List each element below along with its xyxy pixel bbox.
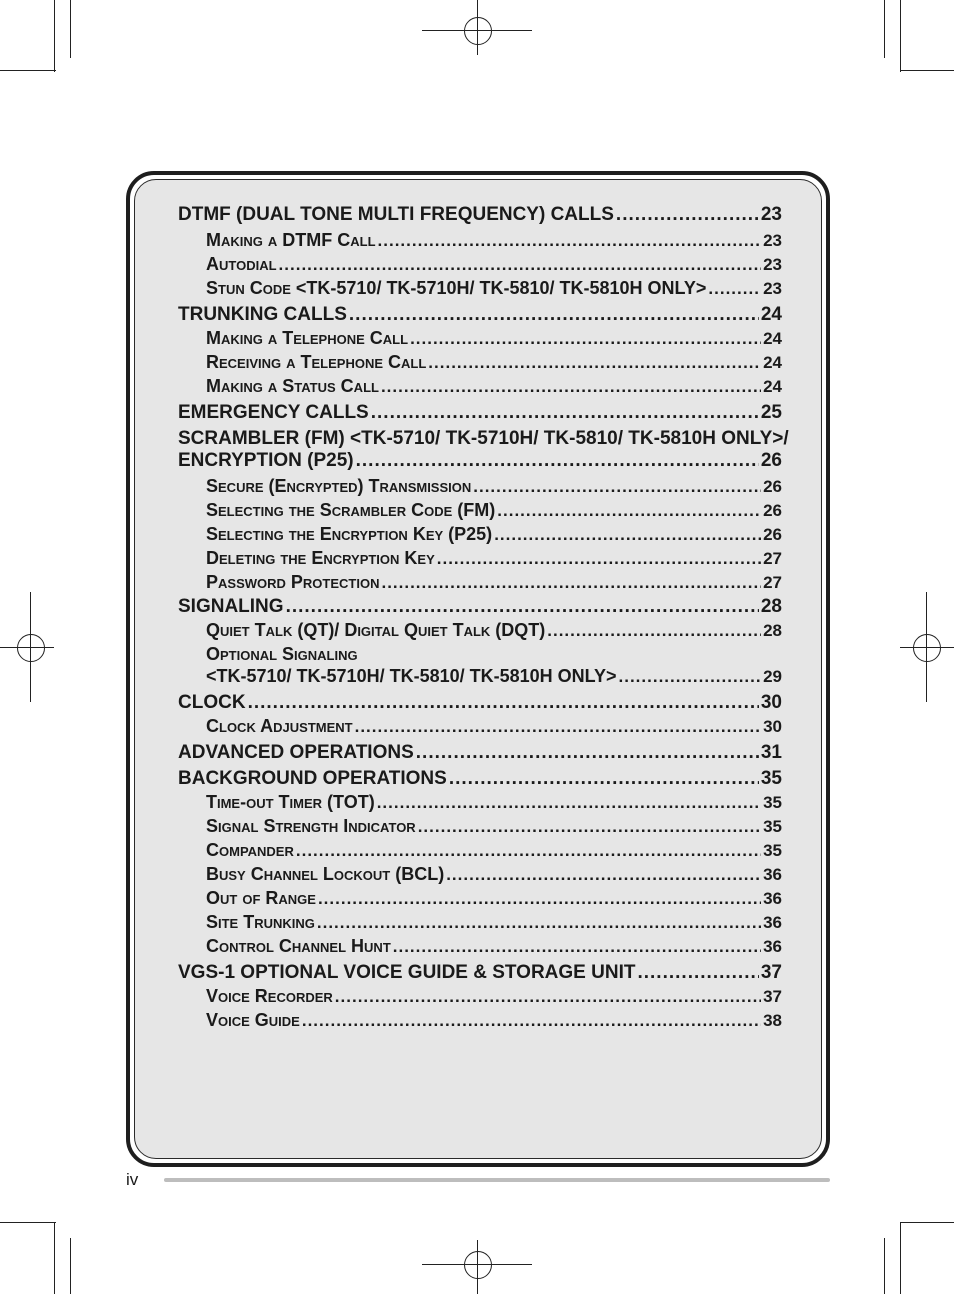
dot-leader bbox=[418, 817, 761, 837]
registration-mark bbox=[913, 634, 941, 662]
toc-entry-sub[interactable] bbox=[206, 376, 782, 397]
toc-entry-sub[interactable] bbox=[206, 476, 782, 497]
dot-leader bbox=[248, 692, 759, 714]
toc-entry-title: <TK-5710/ TK-5710H/ TK-5810/ TK-5810H ONLY> bbox=[206, 666, 617, 686]
registration-mark bbox=[17, 634, 45, 662]
toc-entry-page: 23 bbox=[763, 255, 782, 274]
crop-mark bbox=[70, 1238, 71, 1294]
toc-entry-title: Making a Telephone Call bbox=[206, 328, 409, 348]
toc-entry-title: EMERGENCY CALLS bbox=[178, 402, 369, 423]
toc-entry-sub[interactable] bbox=[206, 620, 782, 641]
toc-entry-main[interactable] bbox=[178, 428, 789, 450]
dot-leader bbox=[378, 231, 762, 251]
dot-leader bbox=[279, 255, 762, 275]
dot-leader bbox=[335, 987, 761, 1007]
toc-entry-title: SCRAMBLER (FM) <TK-5710/ TK-5710H/ TK-5810/ TK-5810H ONLY>/ bbox=[178, 428, 789, 449]
toc-entry-title: ADVANCED OPERATIONS bbox=[178, 742, 414, 763]
toc-entry-sub[interactable] bbox=[206, 572, 782, 593]
toc-entry-sub[interactable] bbox=[206, 936, 782, 957]
toc-entry-page: 26 bbox=[760, 450, 782, 471]
registration-mark bbox=[464, 1251, 492, 1279]
dot-leader bbox=[302, 1011, 761, 1031]
dot-leader bbox=[428, 353, 761, 373]
toc-entry-title: Selecting the Scrambler Code (FM) bbox=[206, 500, 496, 520]
toc-entry-page: 23 bbox=[763, 279, 782, 298]
toc-entry-sub[interactable] bbox=[206, 644, 782, 665]
toc-entry-sub[interactable] bbox=[206, 716, 782, 737]
dot-leader bbox=[349, 304, 759, 326]
toc-entry-page: 35 bbox=[763, 793, 782, 812]
crop-mark bbox=[0, 70, 56, 71]
toc-entry-title: Time-out Timer (TOT) bbox=[206, 792, 375, 812]
toc-entry-title: Signal Strength Indicator bbox=[206, 816, 416, 836]
dot-leader bbox=[708, 279, 761, 299]
toc-entry-main[interactable] bbox=[178, 768, 782, 790]
toc-entry-main[interactable] bbox=[178, 692, 782, 714]
toc-entry-title: Deleting the Encryption Key bbox=[206, 548, 435, 568]
crop-mark bbox=[884, 1238, 885, 1294]
dot-leader bbox=[449, 768, 759, 790]
dot-leader bbox=[494, 525, 761, 545]
crop-mark bbox=[884, 0, 885, 58]
toc-entry-page: 29 bbox=[763, 667, 782, 686]
toc-entry-title: TRUNKING CALLS bbox=[178, 304, 347, 325]
toc-entry-main[interactable] bbox=[178, 204, 782, 226]
toc-entry-title: Quiet Talk (QT)/ Digital Quiet Talk (DQT) bbox=[206, 620, 546, 640]
toc-entry-main[interactable] bbox=[178, 450, 782, 472]
toc-entry-page: 24 bbox=[763, 329, 782, 348]
toc-entry-main[interactable] bbox=[178, 962, 782, 984]
dot-leader bbox=[371, 402, 759, 424]
dot-leader bbox=[393, 937, 761, 957]
toc-entry-sub[interactable] bbox=[206, 548, 782, 569]
crop-mark bbox=[0, 1222, 56, 1223]
dot-leader bbox=[437, 549, 761, 569]
footer-rule bbox=[164, 1178, 830, 1182]
crop-mark bbox=[900, 1222, 901, 1294]
dot-leader bbox=[446, 865, 761, 885]
toc-entry-sub[interactable] bbox=[206, 352, 782, 373]
toc-entry-title: Out of Range bbox=[206, 888, 316, 908]
dot-leader bbox=[497, 501, 761, 521]
toc-entry-page: 35 bbox=[760, 768, 782, 789]
toc-entry-sub[interactable] bbox=[206, 864, 782, 885]
dot-leader bbox=[317, 913, 761, 933]
crop-mark bbox=[900, 1222, 954, 1223]
toc-entry-title: SIGNALING bbox=[178, 596, 284, 617]
toc-entry-page: 37 bbox=[760, 962, 782, 983]
dot-leader bbox=[473, 477, 761, 497]
dot-leader bbox=[296, 841, 761, 861]
dot-leader bbox=[416, 742, 759, 764]
toc-entry-page: 36 bbox=[763, 889, 782, 908]
toc-entry-page: 28 bbox=[760, 596, 782, 617]
toc-entry-sub[interactable] bbox=[206, 792, 782, 813]
crop-mark bbox=[54, 0, 55, 72]
toc-entry-sub[interactable] bbox=[206, 278, 782, 299]
toc-entry-page: 26 bbox=[763, 525, 782, 544]
toc-entry-title: Making a DTMF Call bbox=[206, 230, 376, 250]
toc-entry-title: Control Channel Hunt bbox=[206, 936, 391, 956]
crop-mark bbox=[54, 1222, 55, 1294]
dot-leader bbox=[377, 793, 761, 813]
dot-leader bbox=[318, 889, 761, 909]
toc-entry-page: 28 bbox=[763, 621, 782, 640]
toc-entry-title: Secure (Encrypted) Transmission bbox=[206, 476, 472, 496]
dot-leader bbox=[381, 573, 761, 593]
toc-entry-title: Clock Adjustment bbox=[206, 716, 353, 736]
toc-entry-title: Site Trunking bbox=[206, 912, 315, 932]
dot-leader bbox=[355, 717, 761, 737]
toc-entry-sub[interactable] bbox=[206, 840, 782, 861]
toc-entry-page: 36 bbox=[763, 865, 782, 884]
toc-entry-page: 27 bbox=[763, 573, 782, 592]
toc-entry-sub[interactable] bbox=[206, 912, 782, 933]
toc-entry-sub[interactable] bbox=[206, 816, 782, 837]
toc-entry-page: 38 bbox=[763, 1011, 782, 1030]
toc-entry-title: Busy Channel Lockout (BCL) bbox=[206, 864, 445, 884]
toc-entry-title: BACKGROUND OPERATIONS bbox=[178, 768, 447, 789]
toc-entry-title: Optional Signaling bbox=[206, 644, 358, 664]
toc-entry-page: 30 bbox=[760, 692, 782, 713]
toc-entry-sub[interactable] bbox=[206, 888, 782, 909]
toc-entry-title: Password Protection bbox=[206, 572, 380, 592]
dot-leader bbox=[637, 962, 758, 984]
dot-leader bbox=[286, 596, 759, 618]
toc-entry-title: Selecting the Encryption Key (P25) bbox=[206, 524, 493, 544]
toc-entry-page: 31 bbox=[760, 742, 782, 763]
toc-entry-main[interactable] bbox=[178, 596, 782, 618]
toc-entry-sub[interactable] bbox=[206, 500, 782, 521]
toc-entry-sub[interactable] bbox=[206, 524, 782, 545]
toc-entry-page: 23 bbox=[760, 204, 782, 225]
toc-entry-title: Stun Code <TK-5710/ TK-5710H/ TK-5810/ TK-5810H ONLY> bbox=[206, 278, 707, 298]
toc-entry-sub[interactable] bbox=[206, 254, 782, 275]
toc-entry-sub[interactable] bbox=[206, 1010, 782, 1031]
page-number: iv bbox=[126, 1170, 139, 1189]
toc-entry-page: 36 bbox=[763, 913, 782, 932]
toc-entry-sub[interactable] bbox=[206, 666, 782, 687]
dot-leader bbox=[619, 667, 762, 687]
dot-leader bbox=[410, 329, 761, 349]
toc-entry-page: 26 bbox=[763, 477, 782, 496]
registration-mark bbox=[464, 17, 492, 45]
dot-leader bbox=[547, 621, 761, 641]
toc-entry-page: 24 bbox=[760, 304, 782, 325]
toc-entry-title: Making a Status Call bbox=[206, 376, 379, 396]
toc-entry-title: DTMF (DUAL TONE MULTI FREQUENCY) CALLS bbox=[178, 204, 614, 225]
dot-leader bbox=[356, 450, 759, 472]
toc-entry-page: 27 bbox=[763, 549, 782, 568]
toc-entry-main[interactable] bbox=[178, 742, 782, 764]
toc-entry-page: 35 bbox=[763, 817, 782, 836]
toc-entry-sub[interactable] bbox=[206, 986, 782, 1007]
toc-entry-title: Compander bbox=[206, 840, 294, 860]
toc-entry-title: Autodial bbox=[206, 254, 277, 274]
toc-entry-title: Voice Guide bbox=[206, 1010, 300, 1030]
toc-entry-title: Voice Recorder bbox=[206, 986, 333, 1006]
dot-leader bbox=[381, 377, 761, 397]
toc-entry-page: 37 bbox=[763, 987, 782, 1006]
toc-entry-page: 23 bbox=[763, 231, 782, 250]
crop-mark bbox=[70, 0, 71, 58]
toc-entry-sub[interactable] bbox=[206, 328, 782, 349]
toc-entry-title: Receiving a Telephone Call bbox=[206, 352, 427, 372]
toc-entry-main[interactable] bbox=[178, 304, 782, 326]
crop-mark bbox=[900, 0, 901, 72]
toc-entry-title: CLOCK bbox=[178, 692, 246, 713]
toc-entry-title: ENCRYPTION (P25) bbox=[178, 450, 354, 471]
toc-entry-page: 35 bbox=[763, 841, 782, 860]
toc-entry-page: 25 bbox=[760, 402, 782, 423]
toc-entry-page: 24 bbox=[763, 353, 782, 372]
toc-entry-page: 36 bbox=[763, 937, 782, 956]
crop-mark bbox=[900, 70, 954, 71]
toc-entry-sub[interactable] bbox=[206, 230, 782, 251]
toc-entry-page: 24 bbox=[763, 377, 782, 396]
dot-leader bbox=[616, 204, 759, 226]
toc-entry-page: 26 bbox=[763, 501, 782, 520]
toc-entry-page: 30 bbox=[763, 717, 782, 736]
toc-entry-main[interactable] bbox=[178, 402, 782, 424]
toc-entry-title: VGS-1 OPTIONAL VOICE GUIDE & STORAGE UNIT bbox=[178, 962, 636, 983]
